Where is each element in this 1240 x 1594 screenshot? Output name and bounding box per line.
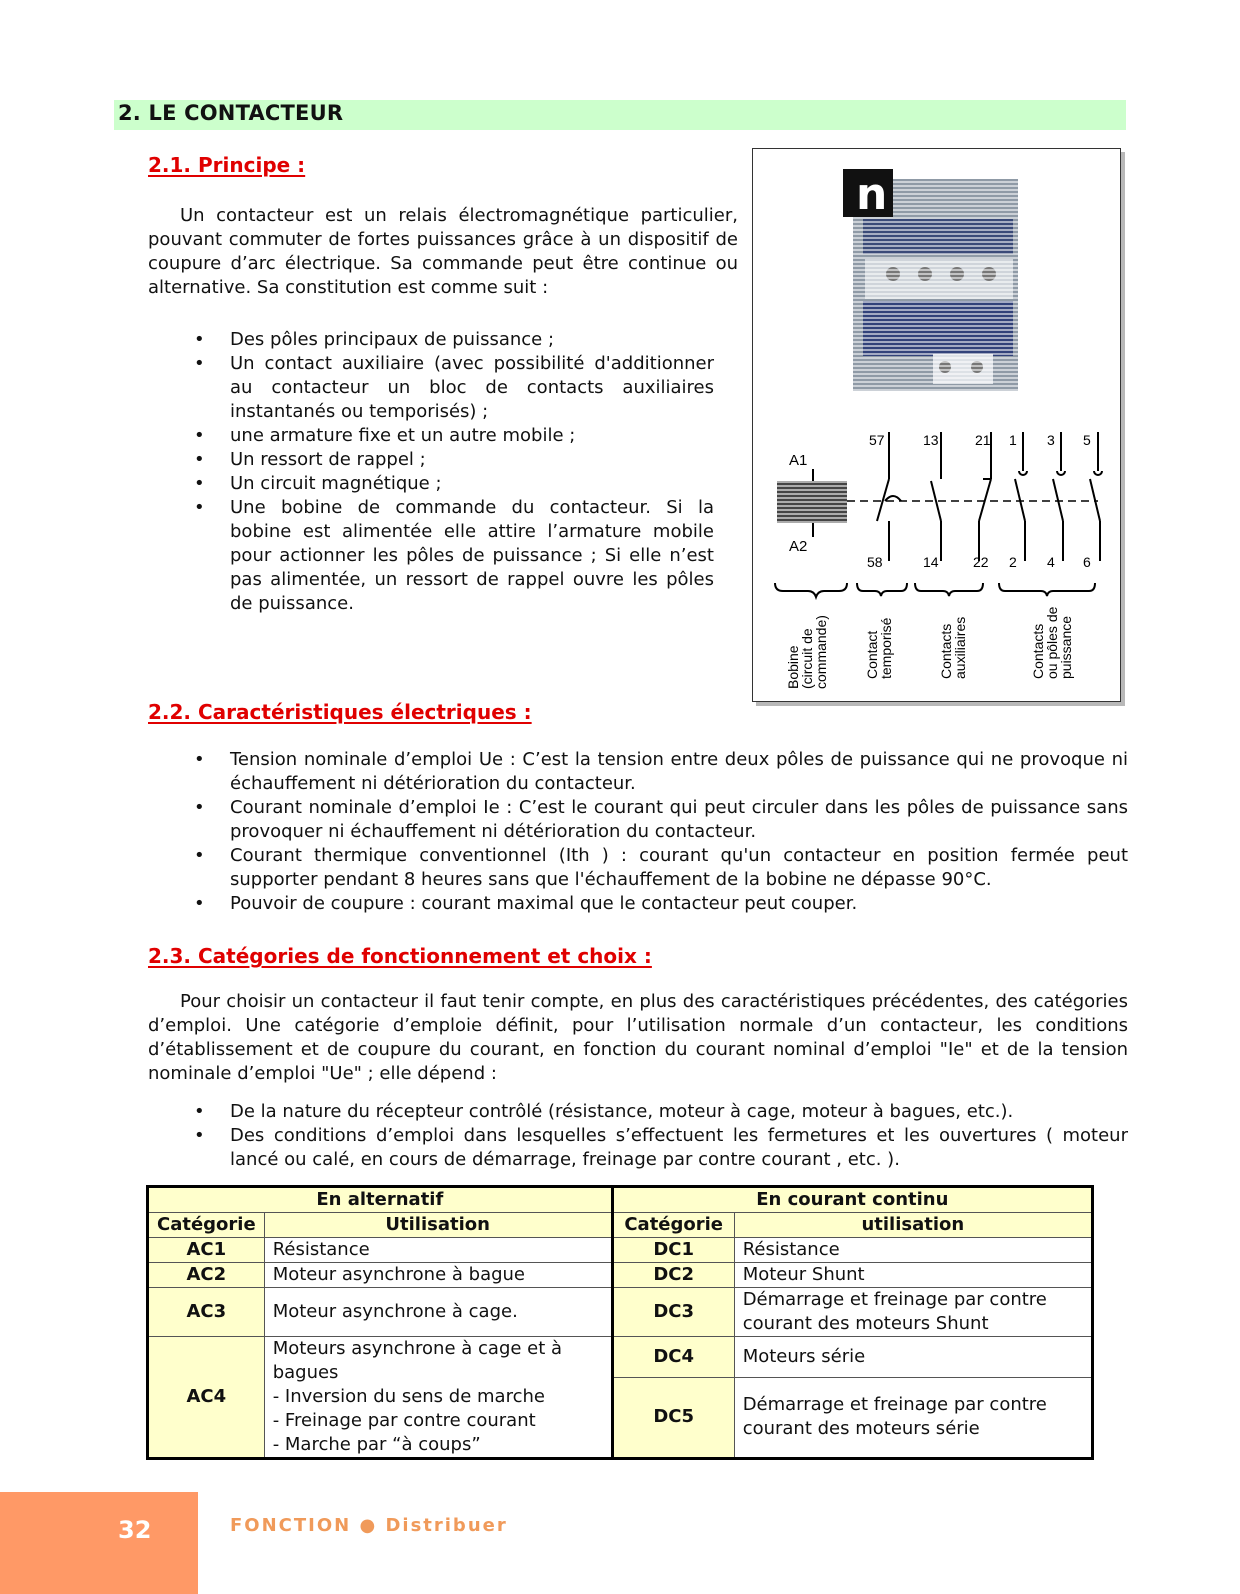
principe-paragraph: Un contacteur est un relais électromagnétique particulier, pouvant commuter de fortes puissances grâce à un dispositif de coupure d’arc électrique. Sa commande peut être continue ou alternative. Sa constitution est comme suit : bbox=[148, 205, 738, 298]
cell-code: DC4 bbox=[612, 1337, 734, 1378]
table-row bbox=[148, 1337, 1093, 1378]
terminal-label-top: 13 bbox=[923, 432, 939, 448]
cell-code: AC1 bbox=[148, 1238, 265, 1263]
col-categorie-dc: Catégorie bbox=[612, 1213, 734, 1238]
categories-table bbox=[146, 1185, 1094, 1460]
cell-use-line: - Inversion du sens de marche bbox=[272, 1386, 545, 1407]
cell-use: Moteur asynchrone à bague bbox=[264, 1263, 612, 1288]
terminal-label-bottom: 22 bbox=[973, 554, 989, 570]
cell-code: AC2 bbox=[148, 1263, 265, 1288]
heading-categories: 2.3. Catégories de fonctionnement et choix : bbox=[148, 944, 652, 968]
table-row bbox=[148, 1263, 1093, 1288]
col-categorie-ac: Catégorie bbox=[148, 1213, 265, 1238]
list-item: • Des conditions d’emploi dans lesquelles s’effectuent les fermetures et les ouvertures ( moteur lancé ou calé, en cours de démarrage, freinage par contre courant , etc. ). bbox=[148, 1124, 1128, 1172]
cell-use-multiline bbox=[264, 1337, 612, 1459]
section-title: 2. LE CONTACTEUR bbox=[118, 101, 344, 125]
coil-label-a2: A2 bbox=[789, 538, 808, 555]
power-poles-symbol bbox=[1015, 432, 1102, 561]
terminal-label-top: 21 bbox=[975, 432, 991, 448]
cell-use: Démarrage et freinage par contre courant des moteurs Shunt bbox=[734, 1288, 1092, 1337]
header-ac: En alternatif bbox=[148, 1187, 613, 1213]
cell-use: Résistance bbox=[734, 1238, 1092, 1263]
cell-use: Résistance bbox=[264, 1238, 612, 1263]
cell-code: AC4 bbox=[148, 1337, 265, 1459]
heading-principe: 2.1. Principe : bbox=[148, 153, 306, 177]
contactor-illustration bbox=[753, 149, 1120, 701]
contactor-figure bbox=[752, 148, 1121, 702]
logo-letter: n bbox=[856, 169, 888, 220]
list-item: • Un ressort de rappel ; bbox=[148, 448, 714, 472]
coil-label-a1: A1 bbox=[789, 452, 808, 469]
terminal-label-top: 3 bbox=[1047, 432, 1055, 448]
table-subheader-row bbox=[148, 1213, 1093, 1238]
cell-code: DC3 bbox=[612, 1288, 734, 1337]
section-title-bar bbox=[114, 100, 1126, 130]
group-label-power: Contacts ou pôles de puissance bbox=[1030, 606, 1074, 679]
heading-caracteristiques: 2.2. Caractéristiques électriques : bbox=[148, 700, 532, 724]
group-label-aux: Contacts auxiliaires bbox=[938, 616, 968, 679]
categories-list bbox=[148, 1100, 1128, 1172]
cell-code: DC5 bbox=[612, 1377, 734, 1458]
table-header-row bbox=[148, 1187, 1093, 1213]
header-dc: En courant continu bbox=[612, 1187, 1092, 1213]
list-item: • une armature fixe et un autre mobile ; bbox=[148, 424, 714, 448]
terminal-label-bottom: 14 bbox=[923, 554, 939, 570]
list-item: • Courant nominale d’emploi Ie : C’est le courant qui peut circuler dans les pôles de puissance sans provoquer ni échauffement ni détérioration du contacteur. bbox=[148, 796, 1128, 844]
cell-use: Démarrage et freinage par contre courant des moteurs série bbox=[734, 1377, 1092, 1458]
footer-label: FONCTION ● Distribuer bbox=[230, 1515, 508, 1536]
auxiliary-contacts-symbol bbox=[931, 432, 991, 561]
terminal-label-bottom: 2 bbox=[1009, 554, 1017, 570]
col-utilisation-dc: utilisation bbox=[734, 1213, 1092, 1238]
cell-use: Moteurs série bbox=[734, 1337, 1092, 1378]
terminal-label-top: 57 bbox=[869, 432, 885, 448]
caracteristiques-list bbox=[148, 748, 1128, 916]
cell-use: Moteur Shunt bbox=[734, 1263, 1092, 1288]
cell-code: DC1 bbox=[612, 1238, 734, 1263]
list-item: • Un circuit magnétique ; bbox=[148, 472, 714, 496]
table-row bbox=[148, 1288, 1093, 1337]
list-item: • Une bobine de commande du contacteur. Si la bobine est alimentée elle attire l’armature mobile pour actionner les pôles de puissance ; Si elle n’est pas alimentée, un ressort de rappel ouvre les pôles de puissance. bbox=[148, 496, 714, 616]
list-item: • De la nature du récepteur contrôlé (résistance, moteur à cage, moteur à bagues, etc.). bbox=[148, 1100, 1128, 1124]
terminal-label-bottom: 58 bbox=[867, 554, 883, 570]
principe-list bbox=[148, 328, 714, 616]
timed-contact-symbol bbox=[877, 432, 901, 561]
terminal-label-bottom: 6 bbox=[1083, 554, 1091, 570]
terminal-label-top: 1 bbox=[1009, 432, 1017, 448]
cell-code: AC3 bbox=[148, 1288, 265, 1337]
group-label-coil: Bobine (circuit de commande) bbox=[785, 615, 829, 689]
cell-use: Moteur asynchrone à cage. bbox=[264, 1288, 612, 1337]
cell-use-line: - Marche par “à coups” bbox=[272, 1434, 481, 1455]
list-item: • Des pôles principaux de puissance ; bbox=[148, 328, 714, 352]
cell-use-line: Moteurs asynchrone à cage et à bagues bbox=[272, 1338, 563, 1383]
list-item: • Courant thermique conventionnel (Ith ) : courant qu'un contacteur en position fermée peut supporter pendant 8 heures sans que l'échauffement de la bobine ne dépasse 90°C. bbox=[148, 844, 1128, 892]
group-braces bbox=[775, 583, 1095, 597]
terminal-label-bottom: 4 bbox=[1047, 554, 1055, 570]
cell-use-line: - Freinage par contre courant bbox=[272, 1410, 536, 1431]
cell-code: DC2 bbox=[612, 1263, 734, 1288]
list-item: • Tension nominale d’emploi Ue : C’est la tension entre deux pôles de puissance qui ne provoque ni échauffement ni détérioration du contacteur. bbox=[148, 748, 1128, 796]
list-item: • Pouvoir de coupure : courant maximal que le contacteur peut couper. bbox=[148, 892, 1128, 916]
col-utilisation-ac: Utilisation bbox=[264, 1213, 612, 1238]
footer-page-box bbox=[0, 1492, 198, 1594]
categories-paragraph: Pour choisir un contacteur il faut tenir compte, en plus des caractéristiques précédentes, des catégories d’emploi. Une catégorie d’emploie définit, pour l’utilisation normale d’un contacteur, les conditions d’établissement et de coupure du courant, en fonction du courant nominal d’emploi "Ie" et de la tension nominale d’emploi "Ue" ; elle dépend : bbox=[148, 991, 1128, 1084]
terminal-label-top: 5 bbox=[1083, 432, 1091, 448]
list-item: • Un contact auxiliaire (avec possibilité d'additionner au contacteur un bloc de contacts auxiliaires instantanés ou temporisés) ; bbox=[148, 352, 714, 424]
group-label-timed: Contact temporisé bbox=[864, 617, 894, 679]
table-row bbox=[148, 1238, 1093, 1263]
page-number: 32 bbox=[118, 1516, 152, 1544]
